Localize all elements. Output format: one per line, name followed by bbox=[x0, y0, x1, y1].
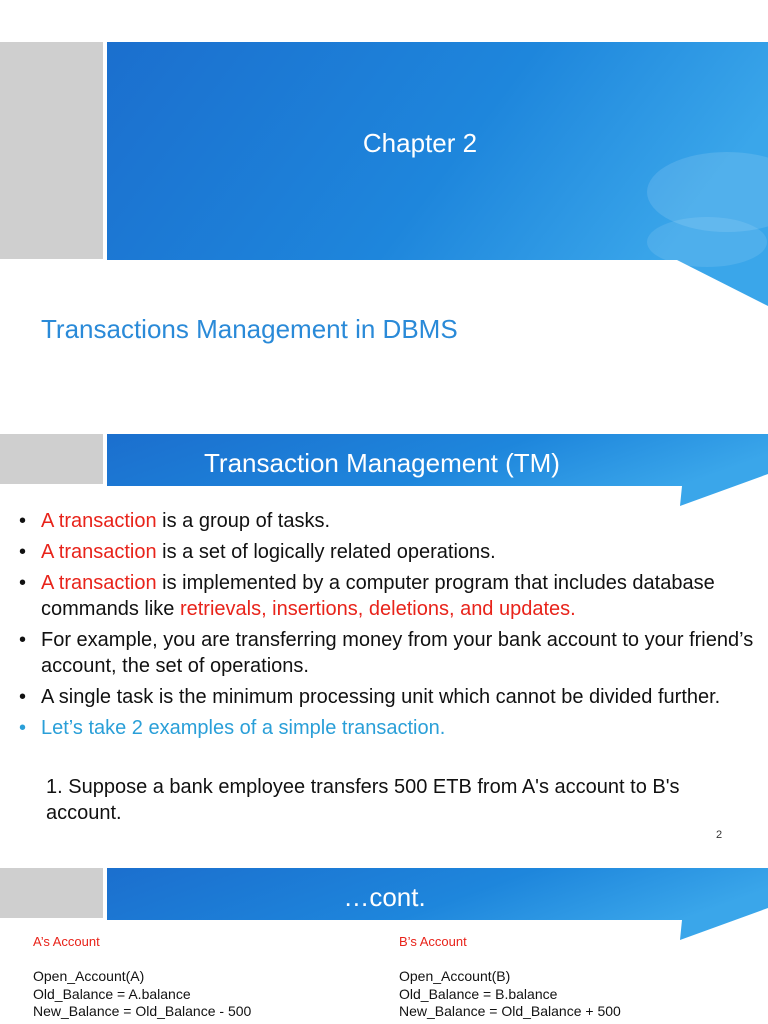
bullet-text: is a group of tasks. bbox=[156, 510, 331, 532]
bullet-item: • For example, you are transferring money from your bank account to your friend’s account, the set of operations. bbox=[19, 629, 754, 677]
code-line: Old_Balance = A.balance bbox=[33, 986, 191, 1002]
bullet-item: • Let’s take 2 examples of a simple transaction. bbox=[19, 717, 446, 739]
slide-subtitle: Transactions Management in DBMS bbox=[41, 314, 458, 344]
code-line: Open_Account(B) bbox=[399, 968, 511, 984]
code-line: Old_Balance = B.balance bbox=[399, 986, 558, 1002]
gray-side-block bbox=[0, 42, 103, 259]
slide-title bbox=[0, 0, 768, 420]
code-line: Open_Account(A) bbox=[33, 968, 145, 984]
gray-side-block bbox=[0, 434, 103, 484]
chapter-title: Chapter 2 bbox=[362, 128, 478, 158]
bullet-text: For example, you are transferring money from your bank account to your friend’s account, the set of operations. bbox=[41, 629, 754, 677]
bullet-highlight: A transaction bbox=[41, 572, 157, 594]
bullet-item: • A transaction is implemented by a computer program that includes database commands like retrievals, insertions, deletions, and updates. bbox=[19, 572, 715, 620]
banner-shape bbox=[107, 42, 768, 306]
code-line: New_Balance = Old_Balance - 500 bbox=[33, 1003, 252, 1019]
bullet-text: is implemented by a computer program that includes database commands like bbox=[41, 572, 715, 620]
bullet-list bbox=[16, 508, 756, 746]
bullet-highlight: A transaction bbox=[41, 541, 157, 563]
gray-side-block bbox=[0, 868, 103, 918]
code-line: New_Balance = Old_Balance + 500 bbox=[399, 1003, 621, 1019]
page-number: 2 bbox=[716, 829, 723, 841]
bullet-item: • A single task is the minimum processing unit which cannot be divided further. bbox=[19, 686, 721, 708]
column-heading-a: A’s Account bbox=[33, 934, 100, 949]
bullet-text: is a set of logically related operations. bbox=[156, 541, 496, 563]
bullet-item: • A transaction is a set of logically related operations. bbox=[19, 541, 496, 563]
column-heading-b: B’s Account bbox=[399, 934, 467, 949]
title-banner bbox=[107, 42, 768, 306]
bullet-item: • A transaction is a group of tasks. bbox=[19, 510, 331, 532]
numbered-example: 1. Suppose a bank employee transfers 500 ETB from A's account to B's account. bbox=[46, 776, 680, 824]
slide-title: …cont. bbox=[343, 882, 426, 912]
bullet-highlight: A transaction bbox=[41, 510, 157, 532]
bullet-highlight: Let’s take 2 examples of a simple transaction. bbox=[41, 717, 446, 739]
slide-title: Transaction Management (TM) bbox=[204, 448, 560, 478]
bullet-highlight: retrievals, insertions, deletions, and updates. bbox=[179, 598, 576, 620]
bullet-text: A single task is the minimum processing unit which cannot be divided further. bbox=[41, 686, 721, 708]
